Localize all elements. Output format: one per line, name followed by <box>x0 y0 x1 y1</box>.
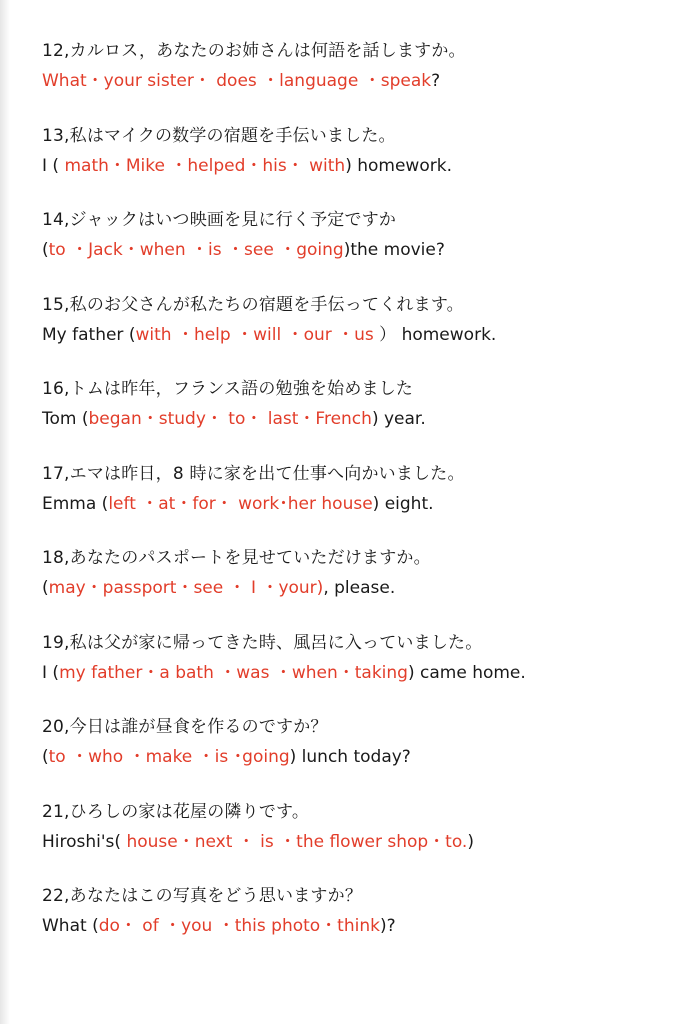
answer-line <box>42 911 689 941</box>
question-prompt-jp: 22,あなたはこの写真をどう思いますか？ <box>42 886 363 906</box>
answer-suffix: ) year. <box>371 409 426 429</box>
question-14 <box>42 205 689 290</box>
question-17 <box>42 459 689 544</box>
word-choices: house・next ・ is ・the flower shop・to. <box>126 831 468 852</box>
answer-suffix: ) homework. <box>345 155 452 176</box>
answer-line <box>42 404 689 434</box>
question-12 <box>42 36 689 121</box>
word-choices: with ・help ・will ・our ・us <box>135 324 380 345</box>
answer-line <box>42 489 689 519</box>
answer-prefix: Tom ( <box>42 409 89 429</box>
question-13 <box>42 121 689 206</box>
question-prompt-jp: 19,私は父が家に帰ってきた時、風呂に入っていました。 <box>42 632 483 653</box>
answer-suffix: ) lunch today? <box>289 747 411 767</box>
answer-prefix: ( <box>42 747 49 767</box>
question-21 <box>42 797 689 882</box>
answer-prefix: I ( <box>42 662 60 683</box>
question-prompt-jp: 18,あなたのパスポートを見せていただけますか。 <box>42 548 431 568</box>
question-prompt-jp: 16,トムは昨年，フランス語の勉強を始めました <box>42 379 414 399</box>
word-choices: to ・who ・make ・is ･going <box>48 747 290 767</box>
answer-suffix: ） homework. <box>379 324 497 345</box>
answer-line <box>42 827 689 857</box>
question-15 <box>42 290 689 375</box>
answer-line <box>42 658 689 688</box>
answer-prefix: ( <box>42 240 49 260</box>
word-choices: What・your sister・ does ・language ・speak <box>42 71 432 91</box>
word-choices: began・study・ to・ last・French <box>88 409 372 429</box>
question-prompt-jp: 21,ひろしの家は花屋の隣りです。 <box>42 801 310 822</box>
answer-prefix: Hiroshi's( <box>42 831 127 852</box>
question-prompt-jp: 14,ジャックはいつ映画を見に行く予定ですか <box>42 210 397 230</box>
word-choices: math・Mike ・helped・his・ with <box>64 155 346 176</box>
question-18 <box>42 543 689 628</box>
answer-suffix: ? <box>431 71 441 91</box>
word-choices: left ・at・for・ work･her house <box>108 493 373 514</box>
answer-prefix: ( <box>42 578 49 598</box>
answer-prefix: My father ( <box>42 324 136 345</box>
answer-suffix: , please. <box>323 578 396 598</box>
answer-suffix: ) eight. <box>372 493 434 514</box>
worksheet <box>42 36 689 966</box>
word-choices: to ・Jack・when ・is ・see ・going <box>48 240 344 260</box>
answer-line <box>42 235 689 265</box>
answer-line <box>42 151 689 181</box>
question-prompt-jp: 13,私はマイクの数学の宿題を手伝いました。 <box>42 125 396 146</box>
question-prompt-jp: 17,エマは昨日，8 時に家を出て仕事へ向かいました。 <box>42 463 465 484</box>
answer-prefix: I ( <box>42 155 65 176</box>
answer-suffix: ) came home. <box>407 662 526 683</box>
answer-prefix: Emma ( <box>42 493 109 514</box>
answer-suffix: )? <box>379 916 396 936</box>
answer-prefix: What ( <box>42 916 99 936</box>
answer-suffix: ) <box>467 831 474 852</box>
word-choices: my father・a bath ・was ・when・taking <box>59 662 408 683</box>
question-prompt-jp: 15,私のお父さんが私たちの宿題を手伝ってくれます。 <box>42 294 464 315</box>
answer-line <box>42 742 689 772</box>
answer-line <box>42 320 689 350</box>
question-prompt-jp: 12,カルロス，あなたのお姉さんは何語を話しますか。 <box>42 41 466 61</box>
answer-line <box>42 66 689 96</box>
question-prompt-jp: 20,今日は誰が昼食を作るのですか？ <box>42 717 328 737</box>
word-choices: may・passport・see ・ I ・your) <box>48 578 324 598</box>
question-16 <box>42 374 689 459</box>
question-20 <box>42 712 689 797</box>
question-19 <box>42 628 689 713</box>
word-choices: do・ of ・you ・this photo・think <box>98 916 380 936</box>
page-edge-shadow <box>0 0 10 1024</box>
answer-line <box>42 573 689 603</box>
question-22 <box>42 881 689 966</box>
answer-suffix: )the movie? <box>343 240 445 260</box>
